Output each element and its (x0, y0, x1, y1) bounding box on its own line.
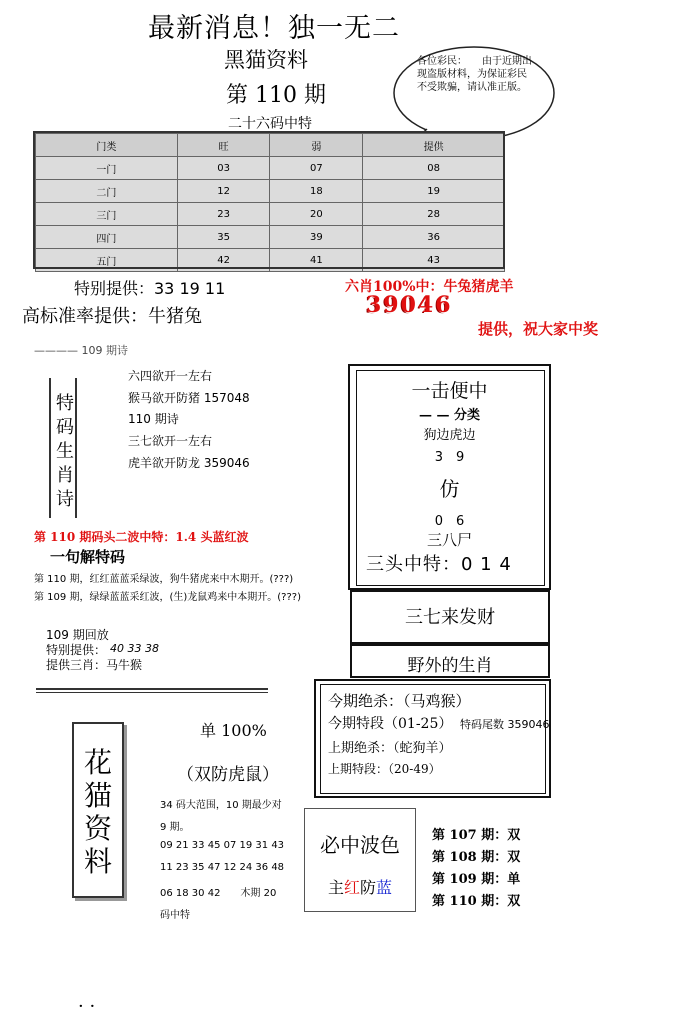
wave-main-label: 主 (327, 878, 344, 897)
lucky-37-box (350, 590, 550, 644)
table-row (36, 249, 505, 272)
period109-title: 109 期回放 (46, 628, 109, 642)
table-row (36, 203, 505, 226)
headline: 最新消息！独一无二 (148, 13, 400, 44)
divider (36, 688, 268, 690)
table-cell: 35 (177, 226, 270, 249)
hit-box-numbers: 0 6 (434, 514, 465, 529)
poem-title: 特码生肖诗 (56, 393, 74, 510)
flower-cat-line: 9 期。 (160, 822, 190, 833)
wave-color-box (304, 808, 416, 912)
one-sentence-title: 一句解特码 (50, 548, 126, 566)
poem-partial-line: ———— 109 期诗 (34, 344, 128, 357)
flower-cat-title: 花猫资料 (83, 746, 112, 878)
subtitle: 黑猫资料 (224, 48, 308, 72)
table-cell: 五门 (36, 249, 178, 272)
table-cell: 23 (177, 203, 270, 226)
hit-box-line: 狗边虎边 (423, 428, 476, 443)
flower-cat-line: 11 23 35 47 12 24 36 48 (160, 862, 285, 873)
table-row (36, 226, 505, 249)
table-cell: 42 (177, 249, 270, 272)
table-cell: 03 (177, 157, 270, 180)
wave-red-label: 红 (343, 878, 360, 897)
period-result: 第 107 期：双 (432, 828, 521, 843)
table-cell: 一门 (36, 157, 178, 180)
number-table (35, 133, 505, 272)
poem-line: 虎羊欲开防龙 359046 (128, 456, 250, 470)
high-accuracy: 高标准率提供：牛猪兔 (22, 306, 202, 327)
lucky-37-text: 三七来发财 (405, 607, 495, 628)
poem-line: 110 期诗 (128, 412, 179, 426)
table-row (36, 180, 505, 203)
bubble-text: 各位彩民： 由于近期出现盗版材料，为保证彩民不受欺骗，请认准正版。 (417, 56, 532, 93)
single-100: 单 100% (200, 721, 267, 740)
big-red-number: 39046 (366, 292, 453, 318)
poem-line: 三七欲开一左右 (128, 434, 213, 448)
wave-color-title: 必中波色 (320, 833, 400, 857)
kill-line-tail: 特码尾数 359046 (460, 718, 550, 731)
flower-cat-line: 码中特 (160, 910, 190, 921)
wave-color-sub (305, 875, 415, 898)
kill-line: 上期特段：（20-49） (328, 762, 441, 776)
footer-dots: · · (78, 996, 96, 1017)
period109-three: 提供三肖：马牛猴 (46, 658, 143, 672)
flower-cat-line: 09 21 33 45 07 19 31 43 (160, 840, 285, 851)
period109-numbers: 40 33 38 (110, 642, 159, 655)
poem-title-box (49, 378, 77, 518)
table-cell: 28 (363, 203, 505, 226)
kill-line: 今期绝杀：（马鸡猴） (328, 692, 471, 710)
wild-zodiac-text: 野外的生肖 (407, 656, 493, 676)
notice-bubble (387, 45, 557, 141)
table-cell: 07 (270, 157, 363, 180)
flower-cat-line: 06 18 30 42 木期 20 (160, 888, 277, 899)
table-caption: 二十六码中特 (228, 116, 312, 132)
table-cell: 39 (270, 226, 363, 249)
period-result: 第 110 期：双 (432, 894, 521, 909)
wave-guard-label: 防 (360, 878, 377, 897)
table-header: 门类 (36, 134, 178, 157)
table-cell: 二门 (36, 180, 178, 203)
hit-box-numbers: 3 9 (434, 450, 465, 465)
sentence-line: 第 110 期，红红蓝蓝采绿波，狗牛猪虎来中木期开。(???) (34, 574, 294, 585)
table-row (36, 157, 505, 180)
table-cell: 41 (270, 249, 363, 272)
kill-line: 上期绝杀：（蛇狗羊） (328, 741, 452, 756)
table-header: 弱 (270, 134, 363, 157)
period-result: 第 109 期：单 (432, 872, 521, 887)
table-cell: 18 (270, 180, 363, 203)
sentence-line: 第 109 期，绿绿蓝蓝采红波，(生)龙鼠鸡来中本期开。(???) (34, 592, 301, 603)
kill-line: 今期特段（01-25） (328, 716, 453, 732)
divider (36, 692, 268, 693)
congrats-text: 提供，祝大家中奖 (478, 320, 599, 338)
six-zodiac-promo: 六肖100%中：牛兔猪虎羊 (345, 279, 514, 295)
poem-line: 六四欲开一左右 (128, 369, 213, 383)
poem-line: 猴马欲开防猪 157048 (128, 391, 250, 405)
hit-box-partial: — — 分类 (418, 408, 481, 423)
special-provide: 特别提供：33 19 11 (74, 279, 226, 298)
table-cell: 四门 (36, 226, 178, 249)
period109-special: 特别提供： (46, 643, 107, 657)
wave-blue-label: 蓝 (376, 878, 393, 897)
table-header: 旺 (177, 134, 270, 157)
table-cell: 08 (363, 157, 505, 180)
hit-box-title: 一击便中 (411, 380, 488, 402)
wild-zodiac-box (350, 644, 550, 678)
hit-box-partial: 三八尸 (426, 531, 472, 549)
hit-box-char: 仿 (439, 477, 460, 501)
table-cell: 20 (270, 203, 363, 226)
table-cell: 43 (363, 249, 505, 272)
table-header-row (36, 134, 505, 157)
period-result: 第 108 期：双 (432, 850, 521, 865)
table-cell: 36 (363, 226, 505, 249)
table-cell: 三门 (36, 203, 178, 226)
table-cell: 12 (177, 180, 270, 203)
flower-cat-title-box (72, 722, 124, 898)
wave-head-red-line: 第 110 期码头二波中特：1.4 头蓝红波 (34, 530, 249, 544)
guard-text: （双防虎鼠） (177, 765, 279, 785)
table-cell: 19 (363, 180, 505, 203)
flower-cat-line: 34 码大范围，10 期最少对 (160, 800, 282, 811)
issue-number: 第 110 期 (226, 83, 326, 108)
three-heads: 三头中特：0 1 4 (366, 554, 512, 575)
table-header: 提供 (363, 134, 505, 157)
